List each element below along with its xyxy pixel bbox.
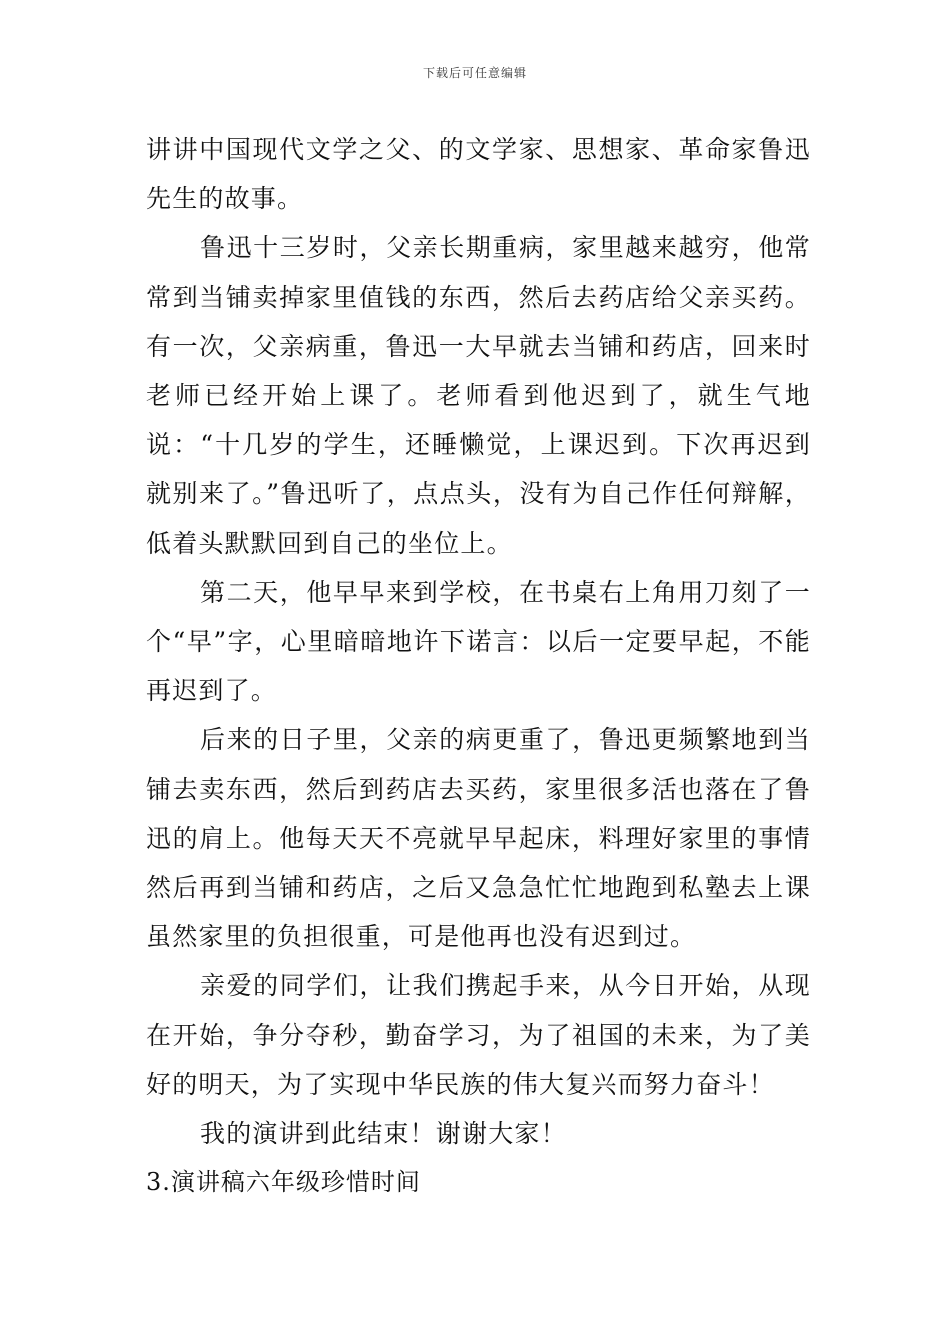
paragraph-next-day: 第二天，他早早来到学校，在书桌右上角用刀刻了一个“早”字，心里暗暗地许下诺言：以后一定要早起，不能再迟到了。 <box>146 577 811 706</box>
paragraph-closing: 我的演讲到此结束！谢谢大家！ <box>200 1119 567 1149</box>
paragraph-later-days: 后来的日子里，父亲的病更重了，鲁迅更频繁地到当铺去卖东西，然后到药店去买药，家里很多活也落在了鲁迅的肩上。他每天天不亮就早早起床，料理好家里的事情然后再到当铺和药店，之后又急急忙忙地跑到私塾去上课虽然家里的负担很重，可是他再也没有迟到过。 <box>146 725 811 952</box>
header-note: 下载后可任意编辑 <box>422 66 527 80</box>
paragraph-intro-continuation: 讲讲中国现代文学之父、的文学家、思想家、革命家鲁迅先生的故事。 <box>146 135 811 214</box>
paragraph-call-to-action: 亲爱的同学们，让我们携起手来，从今日开始，从现在开始，争分夺秒，勤奋学习，为了祖国的未来，为了美好的明天，为了实现中华民族的伟大复兴而努力奋斗！ <box>146 971 811 1099</box>
paragraph-lu-xun-story: 鲁迅十三岁时，父亲长期重病，家里越来越穷，他常常到当铺卖掉家里值钱的东西，然后去药店给父亲买药。有一次，父亲病重，鲁迅一大早就去当铺和药店，回来时老师已经开始上课了。老师看到他迟到了，就生气地说：“十几岁的学生，还睡懒觉，上课迟到。下次再迟到就别来了。”鲁迅听了，点点头，没有为自己作任何辩解，低着头默默回到自己的坐位上。 <box>146 233 811 558</box>
body-text <box>146 125 811 1207</box>
section-heading: 3.演讲稿六年级珍惜时间 <box>146 1168 421 1197</box>
